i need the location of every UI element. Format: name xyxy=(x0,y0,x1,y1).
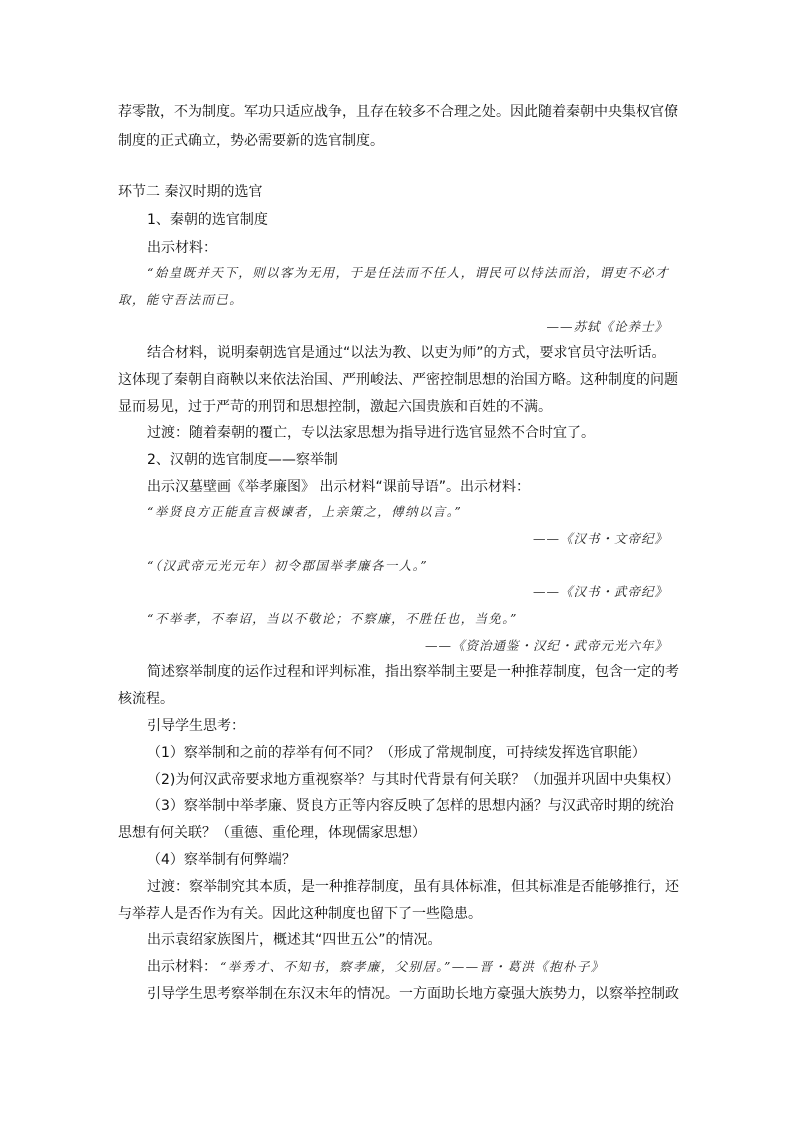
paragraph-line: 这体现了秦朝自商鞅以来依法治国、严刑峻法、严密控制思想的治国方略。这种制度的问题 xyxy=(118,372,678,388)
material-label: 出示袁绍家族图片，概述其“四世五公”的情况。 xyxy=(147,932,442,948)
quote-source: ——《汉书・文帝纪》 xyxy=(532,531,668,546)
quote-source: ——《汉书・武帝纪》 xyxy=(532,584,668,599)
quote-source: ——《资治通鉴・汉纪・武帝元光六年》 xyxy=(424,638,668,653)
guide-question: （4）察举制有何弊端？ xyxy=(147,852,296,868)
quote-line: “举贤良方正能直言极谏者，上亲策之，傅纳以言。” xyxy=(147,504,463,519)
paragraph-line: 显而易见，过于严苛的刑罚和思想控制，激起六国贵族和百姓的不满。 xyxy=(118,399,552,415)
material-label: 出示材料： xyxy=(147,959,217,975)
subsection-heading: 2、汉朝的选官制度——察举制 xyxy=(147,452,338,468)
transition-line: 与举荐人是否作为有关。因此这种制度也留下了一些隐患。 xyxy=(118,906,482,922)
paragraph-line: 引导学生思考察举制在东汉末年的情况。一方面助长地方豪强大族势力，以察举控制政 xyxy=(147,986,679,1002)
material-label: 出示汉墓壁画《举孝廉图》 出示材料“课前导语”。出示材料： xyxy=(147,479,530,495)
guide-question: （1）察举制和之前的荐举有何不同？（形成了常规制度，可持续发挥选官职能） xyxy=(147,745,646,761)
material-label: 出示材料： xyxy=(147,240,217,256)
guide-question: （3）察举制中举孝廉、贤良方正等内容反映了怎样的思想内涵？与汉武帝时期的统治 xyxy=(147,798,674,814)
quote-line: “始皇既并天下，则以客为无用，于是任法而不任人，谓民可以恃法而治，谓吏不必才 xyxy=(147,265,670,280)
paragraph-line: 简述察举制度的运作过程和评判标准，指出察举制主要是一种推荐制度，包含一定的考 xyxy=(147,664,679,680)
transition-line: 过渡：随着秦朝的覆亡，专以法家思想为指导进行选官显然不合时宜了。 xyxy=(147,425,595,441)
paragraph-line: 荐零散，不为制度。军功只适应战争，且存在较多不合理之处。因此随着秦朝中央集权官僚 xyxy=(118,104,678,120)
guide-heading: 引导学生思考： xyxy=(147,718,245,734)
guide-question: （2)为何汉武帝要求地方重视察举？与其时代背景有何关联？（加强并巩固中央集权） xyxy=(147,772,680,788)
quote-line: “不举孝，不奉诏，当以不敬论；不察廉，不胜任也，当免。” xyxy=(147,611,518,626)
transition-line: 过渡：察举制究其本质，是一种推荐制度，虽有具体标准，但其标准是否能够推行，还 xyxy=(147,879,679,895)
quote-source: ——苏轼《论养士》 xyxy=(546,319,668,334)
paragraph-line: 结合材料，说明秦朝选官是通过“以法为教、以吏为师”的方式，要求官员守法听话。 xyxy=(147,345,666,361)
quote-line: “举秀才、不知书，察孝廉，父别居。”——晋・葛洪《抱朴子》 xyxy=(220,959,605,974)
paragraph-line: 制度的正式确立，势必需要新的选官制度。 xyxy=(118,133,384,149)
paragraph-line: 核流程。 xyxy=(118,691,174,707)
guide-question: 思想有何关联？（重德、重伦理，体现儒家思想） xyxy=(118,825,426,841)
quote-line: 取，能守吾法而已。 xyxy=(118,292,244,307)
subsection-heading: 1、秦朝的选官制度 xyxy=(147,212,268,228)
section-heading: 环节二 秦汉时期的选官 xyxy=(118,184,263,200)
quote-line: “（汉武帝元光元年）初令郡国举孝廉各一人。” xyxy=(147,558,429,573)
